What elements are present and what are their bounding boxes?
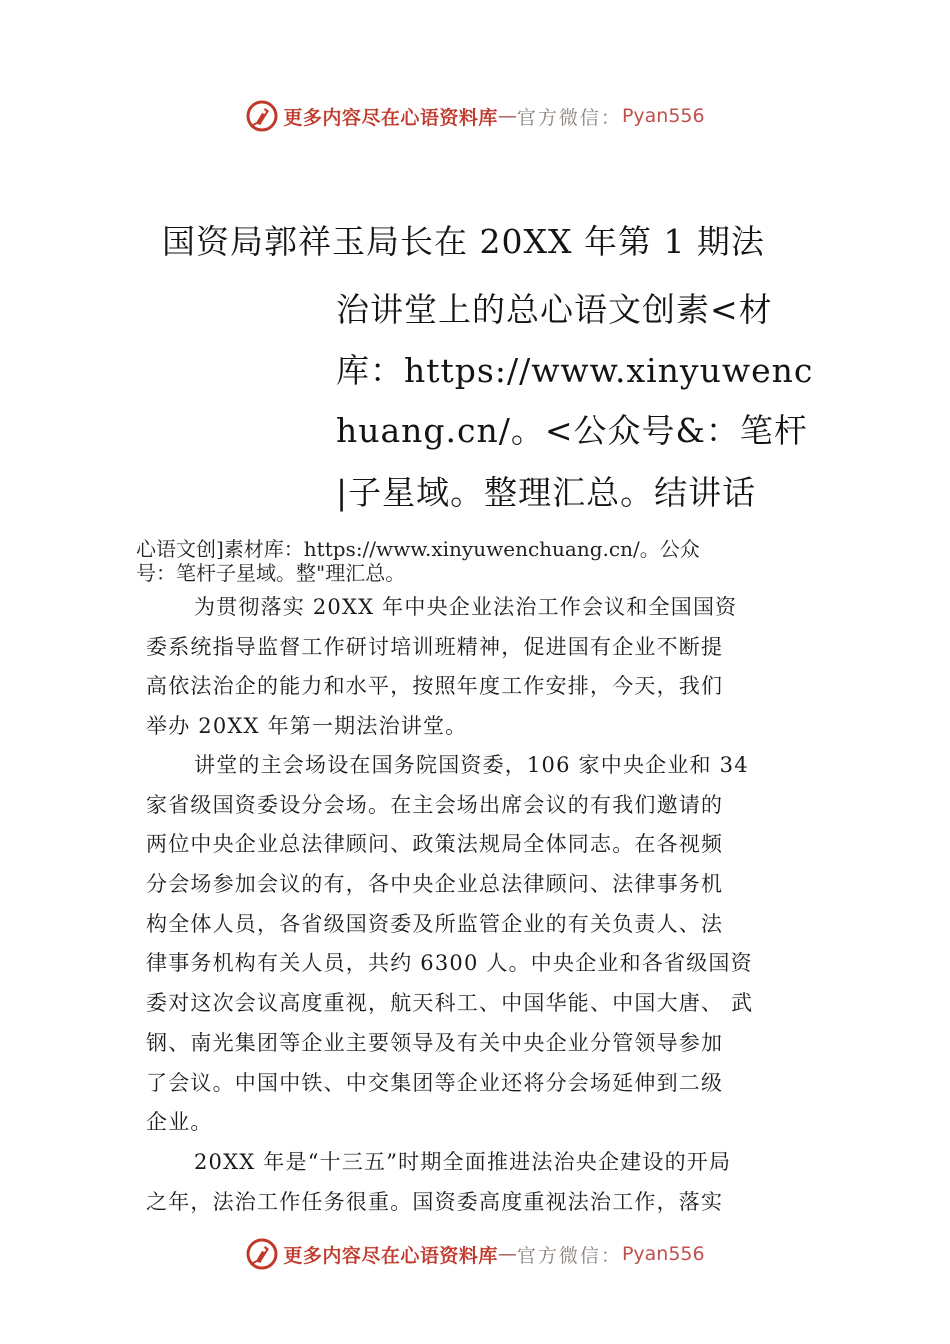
pen-tip-seal-icon bbox=[245, 1237, 279, 1271]
body-paragraph bbox=[146, 746, 826, 1143]
banner-main-text: 更多内容尽在心语资料库 bbox=[283, 106, 498, 129]
title-line: 库：https://www.xinyuwenc bbox=[336, 351, 814, 390]
header-banner bbox=[0, 96, 950, 136]
banner-wechat-id: Pyan556 bbox=[621, 105, 705, 127]
paragraph-line: 家省级国资委设分会场。在主会场出席会议的有我们邀请的 bbox=[146, 792, 724, 817]
paragraph-line: 分会场参加会议的有，各中央企业总法律顾问、法律事务机 bbox=[146, 872, 724, 897]
paragraph-line: 了会议。中国中铁、中交集团等企业还将分会场延伸到二级 bbox=[146, 1070, 724, 1095]
banner-wechat-id: Pyan556 bbox=[621, 1243, 705, 1265]
banner-dash: — bbox=[497, 105, 517, 127]
pen-tip-seal-icon bbox=[245, 99, 279, 133]
source-note-line: 心语文创]素材库：https://www.xinyuwenchuang.cn/。公众 bbox=[136, 537, 700, 561]
banner-main-text: 更多内容尽在心语资料库 bbox=[283, 1244, 498, 1267]
paragraph-line: 高依法治企的能力和水平，按照年度工作安排，今天，我们 bbox=[146, 674, 724, 699]
source-note-line: 号：笔杆子星域。整"理汇总。 bbox=[136, 561, 406, 585]
footer-banner bbox=[0, 1234, 950, 1274]
paragraph-line: 举办 20XX 年第一期法治讲堂。 bbox=[146, 714, 468, 739]
paragraph-line: 律事务机构有关人员，共约 6300 人。中央企业和各省级国资 bbox=[146, 951, 753, 976]
banner-label: 官方微信： bbox=[516, 1244, 622, 1267]
paragraph-line: 钢、南光集团等企业主要领导及有关中央企业分管领导参加 bbox=[146, 1030, 724, 1055]
paragraph-line: 两位中央企业总法律顾问、政策法规局全体同志。在各视频 bbox=[146, 832, 724, 857]
paragraph-line: 委对这次会议高度重视，航天科工、中国华能、中国大唐、 武 bbox=[146, 991, 754, 1016]
title-line: 国资局郭祥玉局长在 20XX 年第 1 期法 bbox=[162, 222, 765, 261]
title-line: |子星域。整理汇总。结讲话 bbox=[336, 473, 757, 512]
title-line: huang.cn/。<公众号&：笔杆 bbox=[336, 411, 808, 450]
banner-dash: — bbox=[497, 1243, 517, 1265]
paragraph-line: 构全体人员，各省级国资委及所监管企业的有关负责人、法 bbox=[146, 911, 724, 936]
body-paragraph bbox=[146, 1143, 826, 1222]
body-paragraph bbox=[146, 588, 826, 747]
paragraph-line: 之年，法治工作任务很重。国资委高度重视法治工作，落实 bbox=[146, 1189, 724, 1214]
paragraph-line: 为贯彻落实 20XX 年中央企业法治工作会议和全国国资 bbox=[194, 595, 738, 619]
title-line: 治讲堂上的总心语文创素<材 bbox=[336, 290, 773, 329]
paragraph-line: 委系统指导监督工作研讨培训班精神，促进国有企业不断提 bbox=[146, 634, 724, 659]
paragraph-line: 20XX 年是“十三五”时期全面推进法治央企建设的开局 bbox=[194, 1150, 732, 1174]
paragraph-line: 企业。 bbox=[146, 1110, 213, 1135]
banner-label: 官方微信： bbox=[516, 106, 622, 129]
paragraph-line: 讲堂的主会场设在国务院国资委，106 家中央企业和 34 bbox=[194, 753, 749, 777]
